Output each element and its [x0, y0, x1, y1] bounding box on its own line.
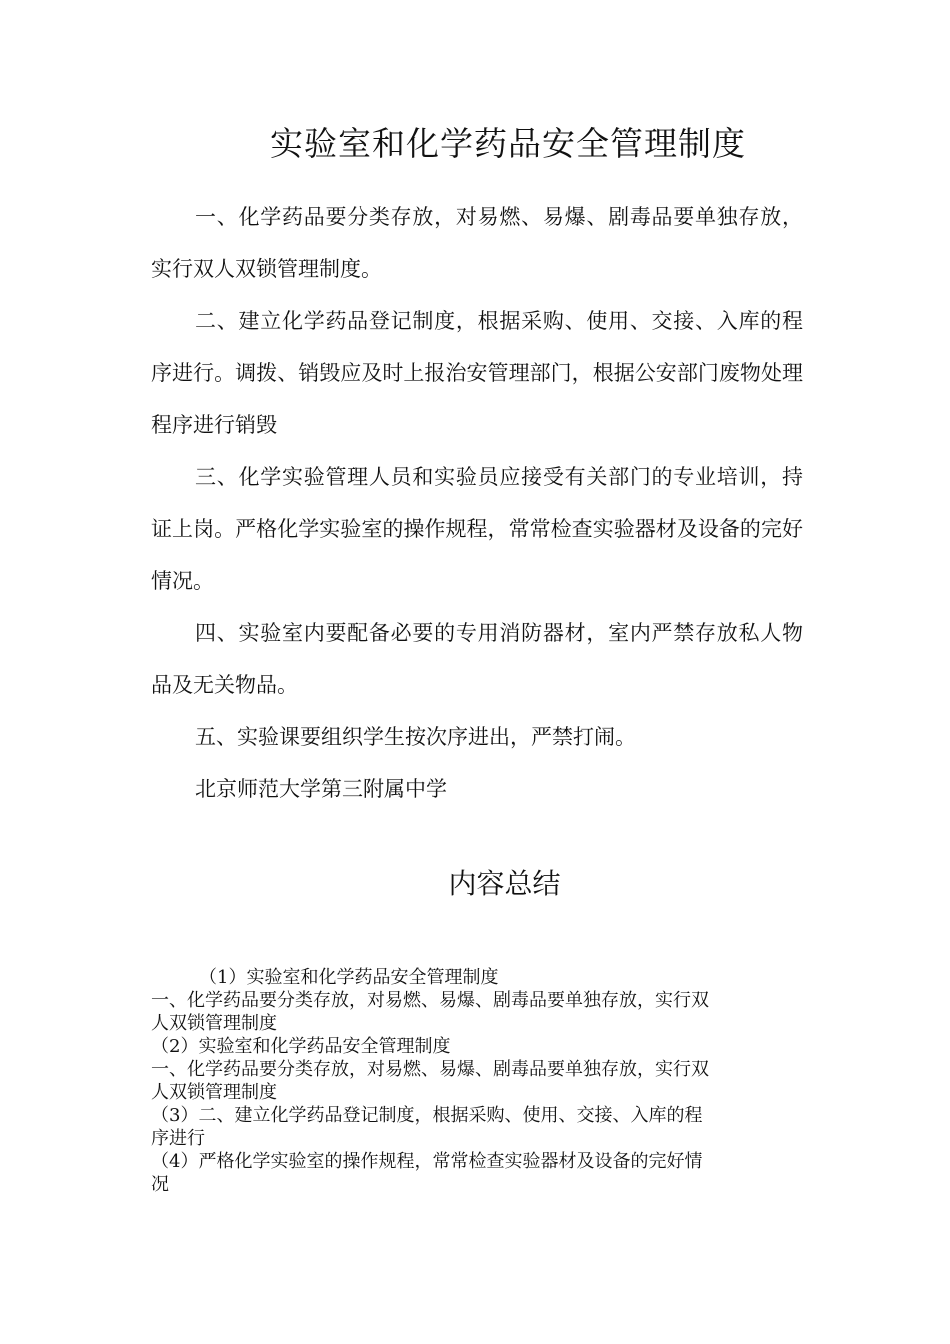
- paragraph-4: 四、实验室内要配备必要的专用消防器材，室内严禁存放私人物品及无关物品。: [151, 621, 803, 697]
- summary-list: [151, 966, 803, 1196]
- summary-line: 序进行: [151, 1128, 205, 1149]
- paragraph-2: 二、建立化学药品登记制度，根据采购、使用、交接、入库的程序进行。调拨、销毁应及时上报治安管理部门，根据公安部门废物处理程序进行销毁: [151, 309, 803, 437]
- summary-line: 人双锁管理制度: [151, 1082, 277, 1103]
- summary-line: （3）二、建立化学药品登记制度，根据采购、使用、交接、入库的程: [151, 1105, 703, 1126]
- paragraph-1: 一、化学药品要分类存放，对易燃、易爆、剧毒品要单独存放，实行双人双锁管理制度。: [151, 205, 803, 281]
- signature-line: 北京师范大学第三附属中学: [195, 777, 447, 801]
- summary-line: 况: [151, 1174, 169, 1195]
- summary-line: （2）实验室和化学药品安全管理制度: [151, 1036, 451, 1057]
- summary-line: （4）严格化学实验室的操作规程，常常检查实验器材及设备的完好情: [151, 1151, 703, 1172]
- paragraph-3: 三、化学实验管理人员和实验员应接受有关部门的专业培训，持证上岗。严格化学实验室的操作规程，常常检查实验器材及设备的完好情况。: [151, 465, 803, 593]
- document-title: 实验室和化学药品安全管理制度: [270, 124, 746, 163]
- summary-line: 一、化学药品要分类存放，对易燃、易爆、剧毒品要单独存放，实行双: [151, 1059, 709, 1080]
- summary-line: （1）实验室和化学药品安全管理制度: [199, 967, 499, 988]
- paragraph-5: 五、实验课要组织学生按次序进出，严禁打闹。: [195, 725, 636, 749]
- document-body: [151, 191, 803, 815]
- summary-line: 人双锁管理制度: [151, 1013, 277, 1034]
- summary-title: 内容总结: [448, 867, 561, 900]
- summary-line: 一、化学药品要分类存放，对易燃、易爆、剧毒品要单独存放，实行双: [151, 990, 709, 1011]
